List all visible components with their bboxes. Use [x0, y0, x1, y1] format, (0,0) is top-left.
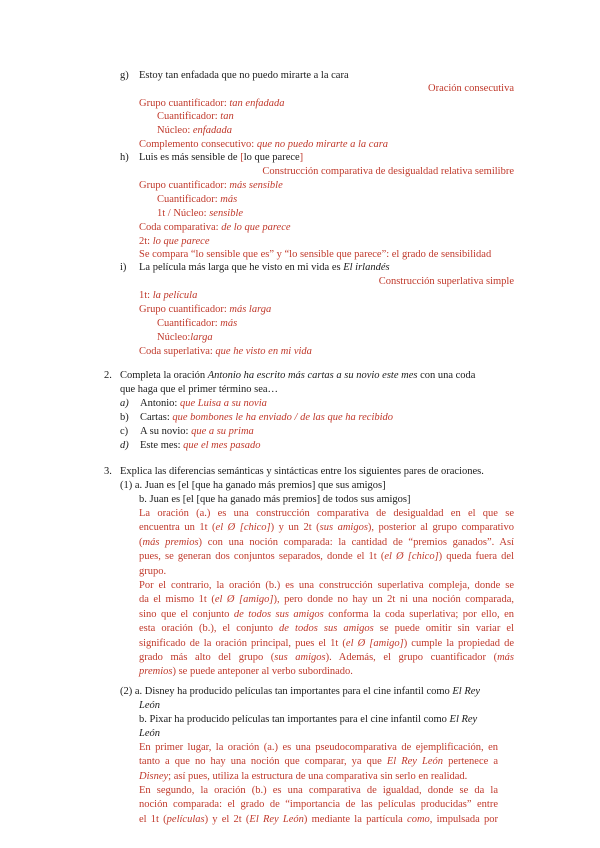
- item-i-1t: [139, 289, 197, 302]
- text: ) cumple la propiedad de: [403, 637, 514, 649]
- text: grupo.: [139, 565, 167, 577]
- text: ) se puede anteponer al verbo subordinado.: [172, 666, 353, 678]
- coda-value: que he visto en mi vida: [215, 346, 312, 357]
- line: [139, 593, 514, 607]
- nucleo-value: enfadada: [192, 125, 232, 136]
- text: da el mismo 1t (: [139, 594, 215, 606]
- text-italic: el Ø [amigo]: [214, 594, 274, 606]
- item-marker: a): [120, 398, 129, 409]
- line: [139, 550, 514, 564]
- q3-prompt: Explica las diferencias semánticas y sintácticas entre los siguientes pares de oraciones.: [120, 466, 484, 477]
- text: En primer lugar, la oración (a.) es una pseudocomparativa de ejemplificación, en: [139, 742, 498, 753]
- item-h-gq: [139, 179, 283, 192]
- item-label: A su novio:: [140, 426, 192, 437]
- text: ) mediante la partícula: [303, 813, 408, 825]
- item-i-coda: [139, 345, 312, 358]
- coda-value: de lo que parece: [221, 222, 291, 233]
- item-answer: que bombones le ha enviado / de las que ha recibido: [172, 412, 394, 423]
- cuant-label: Cuantificador:: [157, 194, 221, 205]
- sentence-title: El irlandés: [343, 262, 390, 273]
- item-i-cuant: [157, 317, 237, 330]
- text: el 1t (: [139, 813, 167, 825]
- t1-value: la película: [152, 290, 198, 301]
- line: [139, 622, 514, 636]
- item-h-2t: [139, 235, 209, 248]
- text-italic: sus amigos: [319, 522, 368, 534]
- text: pues, se generan dos conjuntos separados, donde el 1t (: [139, 551, 385, 563]
- gq-value: más sensible: [229, 180, 283, 191]
- q3-pair1-b: b. Juan es [el [que ha ganado más premios] de todos sus amigos]: [139, 494, 411, 505]
- text: b. Pixar ha producido películas tan importantes para el cine infantil como: [139, 714, 450, 725]
- item-h-type: Construcción comparativa de desigualdad relativa semilibre: [262, 166, 514, 177]
- gq-label: Grupo cuantificador:: [139, 180, 230, 191]
- item-h-note: Se compara “lo sensible que es” y “lo sensible que parece”: el grado de sensibilidad: [139, 249, 492, 260]
- nucleo-value: larga: [190, 332, 213, 343]
- item-label: Antonio:: [140, 398, 180, 409]
- line: [139, 637, 514, 651]
- q2-prompt: [120, 369, 475, 382]
- q3-pair1-para1: [139, 507, 514, 579]
- line: [139, 521, 514, 535]
- cuant-value: tan: [220, 111, 234, 122]
- q3-pair2-para1: [139, 741, 498, 784]
- text-italic: el Ø [chico]: [215, 522, 271, 534]
- line: [139, 741, 498, 755]
- bracket-close: ]: [299, 152, 304, 163]
- text-italic: más premios: [142, 536, 199, 548]
- text: , impulsada por: [429, 813, 498, 825]
- q3-pair1-para2: [139, 579, 514, 680]
- text: ) con una noción comparada: la cantidad de “premios ganados”. Así: [198, 536, 514, 548]
- text: ) y un 2t (: [270, 522, 320, 534]
- text: ), pero donde no hay un 2t ni una noción comparada,: [273, 594, 514, 606]
- item-g-sentence: Estoy tan enfadada que no puedo mirarte a la cara: [139, 70, 349, 81]
- text-italic: de todos sus amigos: [279, 623, 374, 635]
- item-i-nucleo: [157, 331, 213, 344]
- prompt-part: Completa la oración: [120, 370, 208, 381]
- item-answer: que a su prima: [191, 426, 254, 437]
- item-h-coda: [139, 221, 291, 234]
- coda-label: Coda superlativa:: [139, 346, 216, 357]
- text: ). Además, el grupo cuantificador (: [325, 652, 498, 664]
- item-i-marker: i): [120, 262, 127, 273]
- nucleo-label: Núcleo:: [157, 125, 193, 136]
- text-italic: sus amigos: [274, 652, 326, 664]
- text-italic: el Ø [amigo]: [345, 637, 404, 649]
- q3-pair2-a: [120, 685, 480, 698]
- text-italic: como: [407, 813, 430, 825]
- item-label: Este mes:: [140, 440, 184, 451]
- item-h-marker: h): [120, 152, 129, 163]
- q3-pair2-b-cont: [139, 727, 160, 740]
- item-g-nucleo: [157, 124, 232, 137]
- sentence-part: Luis es más sensible de: [139, 152, 241, 163]
- text-italic: de todos sus amigos: [233, 608, 324, 620]
- item-g-type: Oración consecutiva: [427, 83, 514, 94]
- text: conforma la coda superlativa; por ello, en: [323, 608, 514, 620]
- nucleo-value: sensible: [209, 208, 244, 219]
- item-marker: b): [120, 412, 129, 423]
- text: encuentra un 1t (: [139, 522, 216, 534]
- item-g-gq: [139, 97, 285, 110]
- item-marker: c): [120, 426, 129, 437]
- q2-number: 2.: [104, 370, 112, 381]
- text: ; así pues, utiliza la estructura de una comparativa sin serlo en realidad.: [168, 770, 468, 782]
- item-g-cuant: [157, 110, 234, 123]
- gq-value: más larga: [229, 304, 272, 315]
- q2-item-d: [120, 439, 261, 452]
- item-g-comp: [139, 138, 388, 151]
- sentence-part: La película más larga que he visto en mi vida es: [139, 262, 344, 273]
- line: [139, 665, 514, 679]
- line: [139, 579, 514, 593]
- q2-item-b: [120, 411, 394, 424]
- cuant-value: más: [220, 318, 238, 329]
- text: esta oración (b.), el conjunto: [139, 623, 280, 635]
- q3-pair1-a: (1) a. Juan es [el [que ha ganado más premios] que sus amigos]: [120, 480, 386, 491]
- nucleo-label: Núcleo:: [157, 332, 191, 343]
- t2-value: lo que parece: [152, 236, 210, 247]
- line: [139, 565, 514, 579]
- prompt-sentence: Antonio ha escrito más cartas a su novio este mes: [207, 370, 418, 381]
- gq-label: Grupo cuantificador:: [139, 98, 230, 109]
- cuant-value: más: [220, 194, 238, 205]
- item-g-marker: g): [120, 70, 129, 81]
- text-italic: León: [139, 700, 160, 711]
- prompt-part: con una coda: [417, 370, 476, 381]
- text-italic: más: [497, 652, 514, 664]
- item-h-nucleo: [157, 207, 243, 220]
- item-answer: que el mes pasado: [183, 440, 261, 451]
- text: (: [139, 536, 143, 548]
- text: ) queda fuera del: [438, 551, 514, 563]
- text-italic: El Rey León: [249, 813, 304, 825]
- gq-label: Grupo cuantificador:: [139, 304, 230, 315]
- text: ) y el 2t (: [204, 813, 250, 825]
- q2-item-c: [120, 425, 254, 438]
- line: [139, 536, 514, 550]
- text: tanto a que no hay una noción que comparar, ya que: [139, 756, 387, 768]
- text-italic: premios: [139, 666, 173, 678]
- line: [139, 651, 514, 665]
- text-italic: películas: [166, 813, 205, 825]
- text-italic: El Rey: [449, 714, 478, 725]
- coda-label: Coda comparativa:: [139, 222, 222, 233]
- text: significado de la oración principal, pues el 1t (: [139, 637, 346, 649]
- item-h-sentence: [139, 151, 303, 164]
- t1-label: 1t:: [139, 290, 153, 301]
- line: [139, 770, 498, 784]
- text-italic: el Ø [chico]: [384, 551, 439, 563]
- line: [139, 798, 498, 812]
- text-italic: León: [139, 728, 160, 739]
- cuant-label: Cuantificador:: [157, 111, 221, 122]
- text: Por el contrario, la oración (b.) es una construcción superlativa compleja, donde se: [139, 580, 514, 591]
- line: [139, 784, 498, 798]
- line: [139, 813, 498, 827]
- q2-prompt-line2: que haga que el primer término sea…: [120, 384, 279, 395]
- text: grado más alto del grupo (: [139, 652, 275, 664]
- comp-value: que no puedo mirarte a la cara: [256, 139, 389, 150]
- q3-pair2-a-cont: [139, 699, 160, 712]
- q3-pair2-para2: [139, 784, 498, 827]
- gq-value: tan enfadada: [229, 98, 285, 109]
- bracket-open: [: [240, 152, 244, 163]
- text-italic: El Rey: [452, 686, 481, 697]
- item-i-sentence: [139, 261, 390, 274]
- item-label: Cartas:: [140, 412, 173, 423]
- q3-pair2-b: [139, 713, 477, 726]
- line: [139, 608, 514, 622]
- text: ), posterior al grupo comparativo: [367, 522, 514, 534]
- text: pertenece a: [443, 756, 498, 768]
- cuant-label: Cuantificador:: [157, 318, 221, 329]
- comp-label: Complemento consecutivo:: [139, 139, 257, 150]
- line: [139, 507, 514, 521]
- text: se puede omitir sin variar el: [373, 623, 515, 635]
- text: (2) a. Disney ha producido películas tan importantes para el cine infantil como: [120, 686, 453, 697]
- q2-item-a: [120, 397, 267, 410]
- text: En segundo, la oración (b.) es una comparativa de igualdad, donde se da la: [139, 785, 498, 796]
- item-marker: d): [120, 440, 129, 451]
- text: La oración (a.) es una construcción comparativa de desigualdad en el que se: [139, 508, 514, 519]
- item-answer: que Luisa a su novia: [179, 398, 267, 409]
- text-italic: El Rey León: [386, 756, 444, 768]
- text-italic: Disney: [139, 770, 169, 782]
- t2-label: 2t:: [139, 236, 153, 247]
- text: sino que el conjunto: [139, 608, 234, 620]
- line: [139, 755, 498, 769]
- nucleo-label: 1t / Núcleo:: [157, 208, 210, 219]
- item-i-type: Construcción superlativa simple: [378, 276, 514, 287]
- text: noción comparada: el grado de “importancia de las películas producidas” entre: [139, 799, 498, 811]
- sentence-part: lo que parece: [243, 152, 300, 163]
- item-h-cuant: [157, 193, 237, 206]
- q3-number: 3.: [104, 466, 112, 477]
- item-i-gq: [139, 303, 271, 316]
